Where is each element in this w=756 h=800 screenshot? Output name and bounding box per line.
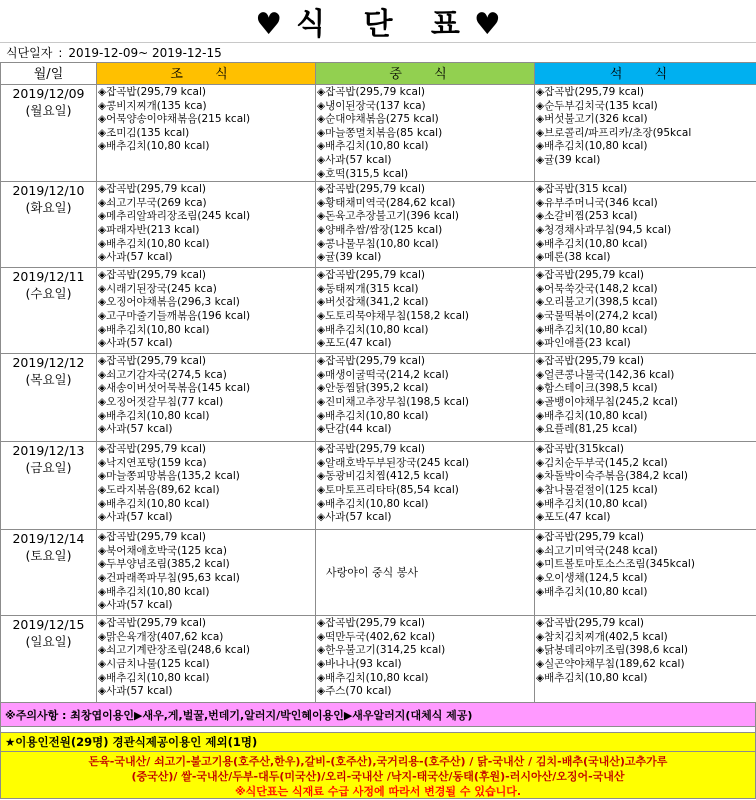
day-weekday: (목요일) — [25, 372, 72, 388]
menu-item: ◈마늘쫑멸치볶음(85 kcal) — [317, 126, 443, 139]
menu-item: ◈사과(57 kcal) — [98, 685, 173, 698]
menu-item: ◈배추김치(10,80 kcal) — [98, 409, 210, 422]
menu-item: ◈유부주머니국(346 kcal) — [536, 196, 658, 209]
menu-item: ◈오리불고기(398,5 kcal) — [536, 296, 658, 309]
menu-item: ◈어묵쑥갓국(148,2 kcal) — [536, 282, 658, 295]
menu-item: ◈배추김치(10,80 kcal) — [536, 671, 648, 684]
menu-item: ◈청경채사과무침(94,5 kcal) — [536, 223, 672, 236]
menu-item: ◈잡곡밥(295,79 kcal) — [317, 86, 425, 98]
menu-item: ◈시래기된장국(245 kca) — [98, 282, 217, 295]
menu-item: ◈잡곡밥(295,79 kcal) — [317, 183, 425, 196]
menu-item: ◈마늘쫑피망볶음(135,2 kcal) — [98, 470, 240, 483]
menu-item: ◈콩나물무침(10,80 kcal) — [317, 237, 439, 250]
menu-item: ◈황태채미역국(284,62 kcal) — [317, 196, 456, 209]
menu-item: ◈배추김치(10,80 kcal) — [317, 323, 429, 336]
allergy-notice: ※주의사항 : 최창엽이용인▶새우,게,벌꿀,번데기,알러지/박인혜이용인▶새우알러지(대체식 제공) — [0, 703, 756, 727]
menu-item: ◈잡곡밥(295,79 kcal) — [536, 355, 644, 368]
dinner-cell — [535, 354, 756, 442]
menu-item: ◈국물떡볶이(274,2 kcal) — [536, 309, 658, 322]
menu-item: ◈두부양념조림(385,2 kcal) — [98, 558, 230, 571]
day-row — [1, 354, 756, 442]
menu-item: ◈잡곡밥(295,79 kcal) — [98, 443, 206, 456]
menu-item: ◈사과(57 kcal) — [98, 599, 173, 612]
menu-item: ◈잡곡밥(295,79 kcal) — [317, 269, 425, 282]
menu-item: ◈알래호박두부된장국(245 kcal) — [317, 456, 470, 469]
menu-item: ◈잡곡밥(315 kcal) — [536, 183, 628, 196]
menu-item: ◈잡곡밥(295,79 kcal) — [98, 617, 206, 630]
menu-item: ◈호떡(315,5 kcal) — [317, 167, 409, 180]
page-title: ♥식 단 표♥ — [255, 7, 515, 42]
dinner-cell — [535, 530, 756, 616]
menu-item: ◈오이생채(124,5 kcal) — [536, 571, 648, 584]
menu-item: ◈배추김치(10,80 kcal) — [317, 497, 429, 510]
menu-item: ◈토마토프리타타(85,54 kcal) — [317, 483, 459, 496]
day-date-cell — [1, 268, 97, 354]
menu-item: ◈어묵양송이야채볶음(215 kcal) — [98, 113, 251, 126]
menu-item: ◈차돌박이숙주볶음(384,2 kcal) — [536, 470, 689, 483]
menu-item: ◈잡곡밥(295,79 kcal) — [536, 531, 644, 544]
menu-item: ◈귤(39 kcal) — [536, 153, 601, 166]
menu-item: ◈버섯잡채(341,2 kcal) — [317, 296, 429, 309]
menu-item: ◈쇠고기계란장조림(248,6 kcal) — [98, 644, 251, 657]
day-date-cell — [1, 182, 97, 268]
menu-item: ◈메론(38 kcal) — [536, 251, 611, 264]
lunch-cell — [316, 442, 535, 530]
menu-item: ◈포도(47 kcal) — [536, 511, 611, 524]
menu-item: ◈배추김치(10,80 kcal) — [98, 323, 210, 336]
day-date-cell — [1, 85, 97, 182]
menu-item: ◈냉이된장국(137 kca) — [317, 99, 426, 112]
menu-item: ◈도토리묵야채무침(158,2 kcal) — [317, 309, 470, 322]
menu-item: ◈잡곡밥(295,79 kcal) — [98, 355, 206, 368]
menu-item: ◈사과(57 kcal) — [317, 511, 392, 524]
menu-item: ◈배추김치(10,80 kcal) — [536, 585, 648, 598]
lunch-cell — [316, 268, 535, 354]
menu-item: ◈참치김치찌개(402,5 kcal) — [536, 630, 668, 643]
day-row — [1, 85, 756, 182]
menu-item: ◈브로콜리/파프리카/초장(95kcal — [536, 126, 692, 139]
day-date: 2019/12/14 — [12, 531, 85, 547]
menu-item: ◈배추김치(10,80 kcal) — [536, 140, 648, 153]
menu-item: ◈포도(47 kcal) — [317, 337, 392, 350]
menu-item: ◈낙지연포탕(159 kca) — [98, 456, 207, 469]
day-date: 2019/12/15 — [12, 617, 85, 633]
menu-item: ◈잡곡밥(295,79 kcal) — [98, 86, 206, 98]
breakfast-cell — [97, 354, 316, 442]
menu-item: ◈쇠고기무국(269 kca) — [98, 196, 207, 209]
menu-item: ◈도라지볶음(89,62 kcal) — [98, 483, 220, 496]
menu-item: ◈닭봉데리야끼조림(398,6 kcal) — [536, 644, 689, 657]
menu-item: ◈동태찌개(315 kcal) — [317, 282, 419, 295]
day-date-cell — [1, 442, 97, 530]
menu-item: ◈잡곡밥(295,79 kcal) — [536, 617, 644, 630]
period-value: 2019-12-09~ 2019-12-15 — [68, 45, 222, 60]
menu-item: ◈쇠고기미역국(248 kcal) — [536, 544, 658, 557]
day-date-cell — [1, 616, 97, 703]
menu-item: ◈잡곡밥(295,79 kcal) — [98, 531, 206, 544]
menu-item: ◈버섯불고기(326 kcal) — [536, 113, 648, 126]
day-date-cell — [1, 354, 97, 442]
menu-item: ◈콩비지찌개(135 kca) — [98, 99, 207, 112]
day-date: 2019/12/13 — [12, 443, 85, 459]
menu-item: ◈파래자반(213 kcal) — [98, 223, 200, 236]
menu-item: ◈참나물겉절이(125 kcal) — [536, 483, 658, 496]
menu-item: ◈배추김치(10,80 kcal) — [536, 409, 648, 422]
menu-item: ◈안동찜닭(395,2 kcal) — [317, 382, 429, 395]
day-weekday: (일요일) — [25, 634, 72, 650]
menu-item: ◈배추김치(10,80 kcal) — [98, 237, 210, 250]
day-date: 2019/12/10 — [12, 183, 85, 199]
menu-item: ◈사과(57 kcal) — [98, 423, 173, 436]
menu-item: ◈사과(57 kcal) — [317, 153, 392, 166]
day-weekday: (화요일) — [25, 200, 72, 216]
menu-item: ◈파인애플(23 kcal) — [536, 337, 631, 350]
menu-item: ◈쇠고기감자국(274,5 kca) — [98, 368, 227, 381]
menu-item: ◈북어채애호박국(125 kca) — [98, 544, 227, 557]
title-row — [0, 0, 756, 42]
menu-item: ◈진미채고추장무침(198,5 kcal) — [317, 395, 470, 408]
menu-item: ◈떡만두국(402,62 kcal) — [317, 630, 436, 643]
day-weekday: (토요일) — [25, 548, 72, 564]
menu-item: ◈바나나(93 kcal) — [317, 657, 402, 670]
menu-item: ◈배추김치(10,80 kcal) — [317, 409, 429, 422]
period-row — [0, 42, 756, 62]
menu-item: ◈소갈비찜(253 kcal) — [536, 210, 638, 223]
day-date: 2019/12/11 — [12, 269, 85, 285]
menu-item: ◈단감(44 kcal) — [317, 423, 392, 436]
menu-item: ◈돈육고추장불고기(396 kcal) — [317, 210, 459, 223]
breakfast-cell — [97, 616, 316, 703]
menu-item: ◈동광비김치찜(412,5 kcal) — [317, 470, 449, 483]
menu-item: ◈메추리알꽈리장조림(245 kcal) — [98, 210, 251, 223]
menu-item: ◈매생이굴떡국(214,2 kcal) — [317, 368, 449, 381]
day-weekday: (수요일) — [25, 286, 72, 302]
menu-item: ◈골뱅이야채무침(245,2 kcal) — [536, 395, 678, 408]
menu-item: ◈잡곡밥(295,79 kcal) — [536, 86, 644, 98]
day-row — [1, 442, 756, 530]
menu-item: ◈시금치나물(125 kcal) — [98, 657, 210, 670]
menu-item: ◈귤(39 kcal) — [317, 251, 382, 264]
breakfast-cell — [97, 268, 316, 354]
menu-item: ◈사과(57 kcal) — [98, 511, 173, 524]
origin-line-2: (중국산)/ 쌀-국내산/두부-대두(미국산)/오리-국내산 /낙지-태국산/동태(후원)-러시아산/오징어-국내산 — [131, 770, 625, 784]
breakfast-cell — [97, 530, 316, 616]
day-row — [1, 616, 756, 703]
menu-item: ◈요플레(81,25 kcal) — [536, 423, 638, 436]
menu-item: ◈순두부김치국(135 kcal) — [536, 99, 658, 112]
dinner-cell — [535, 616, 756, 703]
lunch-special-note: 사랑야이 중식 봉사 — [326, 566, 419, 580]
menu-item: ◈주스(70 kcal) — [317, 685, 392, 698]
menu-item: ◈새송이버섯어묵볶음(145 kcal) — [98, 382, 251, 395]
menu-item: ◈배추김치(10,80 kcal) — [536, 323, 648, 336]
menu-item: ◈잡곡밥(295,79 kcal) — [317, 617, 425, 630]
day-date-cell — [1, 530, 97, 616]
lunch-cell — [316, 182, 535, 268]
origin-info — [0, 752, 756, 799]
lunch-cell — [316, 85, 535, 182]
menu-item: ◈잡곡밥(295,79 kcal) — [317, 355, 425, 368]
dinner-cell — [535, 268, 756, 354]
day-row — [1, 268, 756, 354]
menu-table — [0, 62, 756, 703]
menu-item: ◈오징어야채볶음(296,3 kcal) — [98, 296, 240, 309]
day-row — [1, 182, 756, 268]
origin-line-1: 돈육-국내산/ 쇠고기-불고기용(호주산,한우),갈비-(호주산),국거리용-(호주산) / 닭-국내산 / 김치-배추(국내산)고추가루 — [88, 755, 668, 769]
menu-item: ◈잡곡밥(295,79 kcal) — [98, 183, 206, 196]
breakfast-cell — [97, 442, 316, 530]
menu-item: ◈한우불고기(314,25 kcal) — [317, 644, 446, 657]
menu-item: ◈배추김치(10,80 kcal) — [536, 237, 648, 250]
menu-item: ◈배추김치(10,80 kcal) — [98, 497, 210, 510]
menu-item: ◈조미김(135 kcal) — [98, 126, 190, 139]
menu-item: ◈맑은육개장(407,62 kca) — [98, 630, 224, 643]
breakfast-cell — [97, 182, 316, 268]
day-date: 2019/12/12 — [12, 355, 85, 371]
menu-item: ◈사과(57 kcal) — [98, 337, 173, 350]
menu-item: ◈배추김치(10,80 kcal) — [317, 140, 429, 153]
dinner-cell — [535, 442, 756, 530]
lunch-cell — [316, 530, 535, 616]
menu-item: ◈함스테이크(398,5 kcal) — [536, 382, 658, 395]
dinner-cell — [535, 182, 756, 268]
header-lunch: 중 식 — [316, 63, 535, 85]
menu-item: ◈잡곡밥(295,79 kcal) — [536, 269, 644, 282]
menu-item: ◈건파래쪽파무침(95,63 kcal) — [98, 571, 240, 584]
menu-item: ◈고구마줄기들깨볶음(196 kcal) — [98, 309, 251, 322]
day-weekday: (금요일) — [25, 460, 72, 476]
menu-item: ◈배추김치(10,80 kcal) — [98, 585, 210, 598]
day-date: 2019/12/09 — [12, 86, 85, 101]
header-breakfast: 조 식 — [97, 63, 316, 85]
lunch-cell — [316, 354, 535, 442]
menu-item: ◈양배추쌈/쌈장(125 kcal) — [317, 223, 443, 236]
menu-item: ◈사과(57 kcal) — [98, 251, 173, 264]
menu-item: ◈잡곡밥(295,79 kcal) — [98, 269, 206, 282]
menu-item: ◈순대야채볶음(275 kcal) — [317, 113, 439, 126]
menu-item: ◈배추김치(10,80 kcal) — [317, 671, 429, 684]
header-row — [1, 63, 756, 85]
period-separator: : — [58, 45, 63, 60]
staff-info: ★이용인전원(29명) 경관식제공이용인 제외(1명) — [0, 732, 756, 752]
menu-item: ◈오징어젓갈무침(77 kcal) — [98, 395, 224, 408]
menu-item: ◈배추김치(10,80 kcal) — [98, 140, 210, 153]
menu-item: ◈미트볼토마토소스조림(345kcal) — [536, 558, 695, 571]
menu-item: ◈잡곡밥(315kcal) — [536, 443, 624, 456]
lunch-cell — [316, 616, 535, 703]
dinner-cell — [535, 85, 756, 182]
breakfast-cell — [97, 85, 316, 182]
day-row — [1, 530, 756, 616]
period-label: 식단일자 — [6, 46, 53, 60]
menu-item: ◈배추김치(10,80 kcal) — [536, 497, 648, 510]
menu-item: ◈잡곡밥(295,79 kcal) — [317, 443, 425, 456]
menu-item: ◈배추김치(10,80 kcal) — [98, 671, 210, 684]
header-date: 월/일 — [1, 63, 97, 85]
day-weekday: (월요일) — [25, 103, 72, 118]
menu-item: ◈얼큰콩나물국(142,36 kcal) — [536, 368, 675, 381]
menu-body — [1, 85, 756, 703]
header-dinner: 석 식 — [535, 63, 756, 85]
change-note: ※식단표는 식재료 수급 사정에 따라서 변경될 수 있습니다. — [234, 785, 522, 799]
menu-item: ◈실곤약야채무침(189,62 kcal) — [536, 657, 685, 670]
menu-item: ◈김치순두부국(145,2 kcal) — [536, 456, 668, 469]
